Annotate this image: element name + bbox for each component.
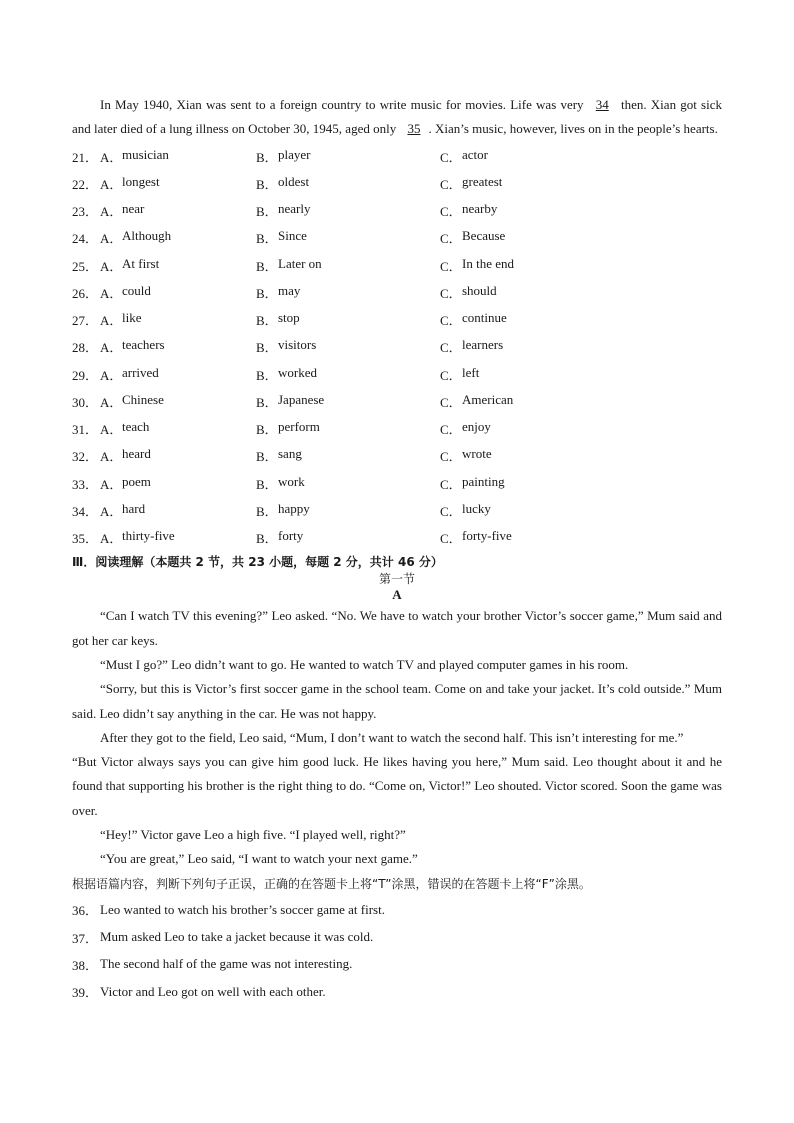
option-row — [72, 388, 722, 415]
option-letter: B． — [256, 258, 278, 274]
option-a — [100, 283, 256, 302]
option-c — [440, 392, 640, 411]
option-text: stop — [278, 310, 300, 326]
option-c — [440, 283, 640, 302]
option-letter: B． — [256, 422, 278, 438]
option-text: Chinese — [122, 391, 164, 407]
question-number: 22． — [72, 176, 99, 192]
story-paragraph: “Must I go?” Leo didn’t want to go. He wanted to watch TV and played computer games in his room. — [100, 656, 629, 672]
option-row — [72, 143, 722, 170]
option-text: Although — [122, 228, 172, 244]
option-letter: C． — [440, 340, 462, 356]
option-letter: B． — [256, 531, 278, 547]
blank-34: 34 — [595, 97, 609, 112]
intro-text-3: . Xian’s music, however, lives on in the people’s hearts. — [428, 121, 718, 137]
statement-number: 38． — [72, 957, 99, 973]
option-row — [72, 197, 722, 224]
passage-label: A — [392, 587, 402, 603]
option-letter: B． — [256, 449, 278, 465]
option-letter: A． — [100, 176, 123, 192]
option-b — [256, 501, 440, 520]
story-paragraph: “Can I watch TV this evening?” Leo asked. “No. We have to watch your brother Victor’s soccer game,” Mum said and got her car keys. — [72, 608, 722, 648]
option-c — [440, 310, 640, 329]
option-text: learners — [462, 337, 504, 353]
option-letter: A． — [100, 149, 123, 165]
option-a — [100, 474, 256, 493]
option-text: heard — [122, 446, 151, 462]
option-a — [100, 446, 256, 465]
option-row — [72, 252, 722, 279]
option-text: like — [122, 310, 142, 326]
option-letter: C． — [440, 204, 462, 220]
option-row — [72, 279, 722, 306]
option-letter: A． — [100, 503, 123, 519]
statement-text: The second half of the game was not interesting. — [100, 956, 353, 972]
statement-row — [72, 951, 722, 978]
option-b — [256, 528, 440, 547]
option-c — [440, 256, 640, 275]
option-text: lucky — [462, 500, 491, 516]
option-text: could — [122, 282, 151, 298]
option-letter: C． — [440, 531, 462, 547]
option-text: should — [462, 282, 497, 298]
option-b — [256, 201, 440, 220]
option-c — [440, 174, 640, 193]
option-text: nearly — [278, 201, 311, 217]
story-text — [72, 604, 722, 871]
option-text: oldest — [278, 173, 310, 189]
option-c — [440, 337, 640, 356]
option-b — [256, 147, 440, 166]
option-letter: A． — [100, 231, 123, 247]
option-text: player — [278, 146, 311, 162]
question-number: 29． — [72, 367, 99, 383]
option-letter: A． — [100, 531, 123, 547]
question-number: 25． — [72, 258, 99, 274]
option-text: Because — [462, 228, 506, 244]
option-letter: C． — [440, 422, 462, 438]
option-b — [256, 337, 440, 356]
options-list — [72, 143, 722, 552]
option-letter: C． — [440, 313, 462, 329]
option-c — [440, 419, 640, 438]
statement-text: Victor and Leo got on well with each other. — [100, 983, 326, 999]
option-letter: B． — [256, 285, 278, 301]
option-text: thirty-five — [122, 528, 175, 544]
section-title: Ⅲ．阅读理解（本题共 2 节，共 23 小题，每题 2 分，共计 46 分） — [72, 555, 443, 570]
option-a — [100, 337, 256, 356]
blank-35: 35 — [407, 121, 421, 137]
option-text: musician — [122, 146, 169, 162]
option-a — [100, 228, 256, 247]
option-a — [100, 174, 256, 193]
option-text: American — [462, 391, 514, 407]
question-number: 28． — [72, 340, 99, 356]
option-text: actor — [462, 146, 488, 162]
option-b — [256, 174, 440, 193]
option-text: painting — [462, 473, 505, 489]
intro-paragraph — [72, 93, 722, 142]
option-letter: A． — [100, 394, 123, 410]
option-c — [440, 201, 640, 220]
story-paragraph: “You are great,” Leo said, “I want to watch your next game.” — [100, 851, 418, 867]
option-letter: B． — [256, 313, 278, 329]
option-text: forty-five — [462, 528, 512, 544]
option-letter: C． — [440, 394, 462, 410]
option-c — [440, 446, 640, 465]
option-text: teachers — [122, 337, 165, 353]
option-c — [440, 147, 640, 166]
option-text: In the end — [462, 255, 514, 271]
option-letter: C． — [440, 503, 462, 519]
option-c — [440, 501, 640, 520]
option-text: may — [278, 282, 301, 298]
option-b — [256, 446, 440, 465]
statement-number: 39． — [72, 985, 99, 1001]
option-a — [100, 501, 256, 520]
option-letter: C． — [440, 285, 462, 301]
option-row — [72, 361, 722, 388]
statement-text: Leo wanted to watch his brother’s soccer game at first. — [100, 901, 385, 917]
option-text: worked — [278, 364, 317, 380]
option-row — [72, 524, 722, 551]
question-number: 33． — [72, 476, 99, 492]
option-letter: B． — [256, 231, 278, 247]
option-b — [256, 419, 440, 438]
option-text: near — [122, 201, 145, 217]
option-b — [256, 310, 440, 329]
option-c — [440, 528, 640, 547]
question-number: 21． — [72, 149, 99, 165]
option-letter: C． — [440, 449, 462, 465]
option-letter: C． — [440, 231, 462, 247]
option-text: sang — [278, 446, 302, 462]
option-b — [256, 365, 440, 384]
intro-text-1: In May 1940, Xian was sent to a foreign country to write music for movies. Life was very — [100, 97, 584, 112]
question-number: 24． — [72, 231, 99, 247]
option-a — [100, 365, 256, 384]
option-text: Later on — [278, 255, 322, 271]
option-a — [100, 147, 256, 166]
subsection-title: 第一节 — [378, 572, 415, 587]
option-row — [72, 170, 722, 197]
option-text: Japanese — [278, 391, 325, 407]
option-letter: B． — [256, 476, 278, 492]
option-letter: A． — [100, 449, 123, 465]
option-letter: B． — [256, 149, 278, 165]
option-c — [440, 365, 640, 384]
question-number: 27． — [72, 313, 99, 329]
option-row — [72, 442, 722, 469]
option-letter: A． — [100, 340, 123, 356]
option-letter: B． — [256, 503, 278, 519]
option-text: teach — [122, 419, 150, 435]
option-text: forty — [278, 528, 304, 544]
option-text: enjoy — [462, 419, 491, 435]
option-c — [440, 228, 640, 247]
option-a — [100, 201, 256, 220]
option-a — [100, 256, 256, 275]
option-text: nearby — [462, 201, 498, 217]
story-paragraph: “Sorry, but this is Victor’s first soccer game in the school team. Come on and take your jacket. It’s cold outside.” Mum said. Leo didn’t say anything in the car. He was not happy. — [72, 681, 722, 721]
option-text: hard — [122, 500, 146, 516]
option-a — [100, 419, 256, 438]
option-b — [256, 474, 440, 493]
option-letter: A． — [100, 313, 123, 329]
option-a — [100, 392, 256, 411]
option-letter: B． — [256, 394, 278, 410]
option-text: poem — [122, 473, 151, 489]
option-b — [256, 256, 440, 275]
option-text: happy — [278, 500, 310, 516]
option-letter: A． — [100, 204, 123, 220]
option-b — [256, 283, 440, 302]
option-letter: A． — [100, 422, 123, 438]
option-letter: A． — [100, 476, 123, 492]
option-row — [72, 306, 722, 333]
statement-row — [72, 896, 722, 923]
option-letter: C． — [440, 176, 462, 192]
option-b — [256, 392, 440, 411]
option-c — [440, 474, 640, 493]
option-text: visitors — [278, 337, 317, 353]
question-number: 35． — [72, 531, 99, 547]
option-text: wrote — [462, 446, 492, 462]
option-text: greatest — [462, 173, 503, 189]
option-letter: C． — [440, 476, 462, 492]
option-a — [100, 528, 256, 547]
option-letter: B． — [256, 176, 278, 192]
option-letter: B． — [256, 340, 278, 356]
option-letter: B． — [256, 204, 278, 220]
option-text: longest — [122, 173, 160, 189]
option-letter: C． — [440, 367, 462, 383]
story-paragraph: “Hey!” Victor gave Leo a high five. “I played well, right?” — [100, 827, 406, 843]
option-row — [72, 415, 722, 442]
question-number: 23． — [72, 204, 99, 220]
option-letter: A． — [100, 285, 123, 301]
question-number: 32． — [72, 449, 99, 465]
option-a — [100, 310, 256, 329]
question-number: 34． — [72, 503, 99, 519]
statement-row — [72, 923, 722, 950]
option-text: perform — [278, 419, 320, 435]
option-row — [72, 224, 722, 251]
option-row — [72, 333, 722, 360]
option-letter: C． — [440, 149, 462, 165]
instruction-text: 根据语篇内容，判断下列句子正误，正确的在答题卡上将“T”涂黑，错误的在答题卡上将“F”涂黑。 — [72, 876, 591, 891]
option-letter: A． — [100, 367, 123, 383]
option-text: Since — [278, 228, 307, 244]
statement-number: 37． — [72, 930, 99, 946]
option-text: arrived — [122, 364, 159, 380]
option-letter: A． — [100, 258, 123, 274]
exam-page — [72, 93, 722, 1005]
option-letter: B． — [256, 367, 278, 383]
option-text: left — [462, 364, 480, 380]
statement-row — [72, 978, 722, 1005]
question-number: 26． — [72, 285, 99, 301]
story-paragraph: After they got to the field, Leo said, “Mum, I don’t want to watch the second half. This isn’t interesting for me.” — [100, 729, 684, 745]
story-paragraph: “But Victor always says you can give him good luck. He likes having you here,” Mum said. Leo thought about it and he found that supporting his brother is the right thing to do. “Come on, Victor!” Leo shouted. Victor scored. Soon the game was over. — [72, 754, 722, 818]
intro-text-2: then. Xian got sick and later died of a lung illness on October 30, 1945, aged only — [72, 97, 723, 137]
option-row — [72, 470, 722, 497]
option-b — [256, 228, 440, 247]
option-letter: C． — [440, 258, 462, 274]
statements-list — [72, 896, 722, 1005]
option-text: work — [278, 473, 305, 489]
statement-text: Mum asked Leo to take a jacket because it was cold. — [100, 929, 374, 945]
option-text: At first — [122, 255, 160, 271]
question-number: 31． — [72, 422, 99, 438]
option-row — [72, 497, 722, 524]
option-text: continue — [462, 310, 507, 326]
statement-number: 36． — [72, 903, 99, 919]
question-number: 30． — [72, 394, 99, 410]
